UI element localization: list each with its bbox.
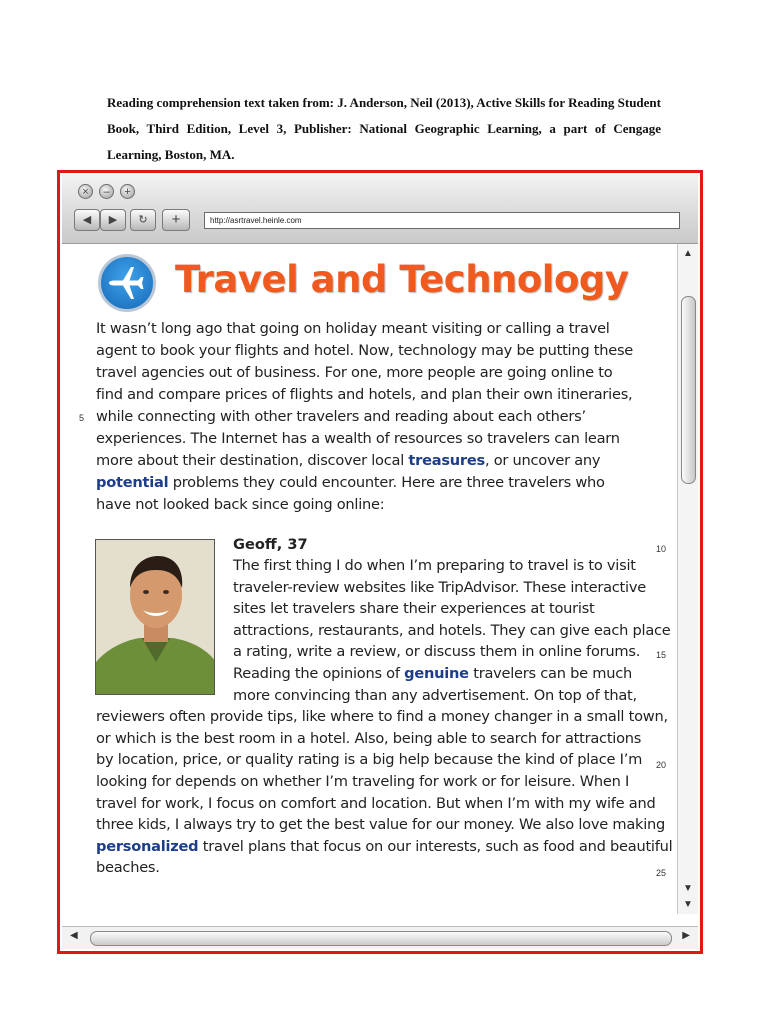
intro-line bbox=[96, 474, 605, 491]
text-run: travelers can be much bbox=[468, 665, 632, 682]
text-run: three kids, I always try to get the best value for our money. We also love making bbox=[96, 816, 666, 834]
text-run: have not looked back since going online: bbox=[96, 496, 385, 513]
body-line bbox=[233, 687, 637, 704]
citation-text: Reading comprehension text taken from: J. Anderson, Neil (2013), Active Skills for Reading Student Book, Third Edition, Level 3, Publisher: National Geographic Learning, a part of Cengage Learning, Boston, MA. bbox=[107, 95, 661, 162]
geoff-photo bbox=[95, 539, 215, 695]
text-run: more about their destination, discover local bbox=[96, 452, 409, 469]
airplane-icon bbox=[98, 254, 156, 312]
line-number: 20 bbox=[656, 760, 667, 770]
intro-line bbox=[96, 452, 600, 469]
text-run: agent to book your flights and hotel. Now, technology may be putting these bbox=[96, 342, 634, 359]
body-line bbox=[96, 795, 656, 812]
body-line bbox=[96, 751, 642, 768]
intro-line bbox=[96, 320, 610, 337]
scroll-down-icon[interactable]: ▼ bbox=[683, 883, 693, 894]
intro-line bbox=[96, 430, 620, 447]
text-run: a rating, write a review, or discuss them in online forums. bbox=[233, 643, 641, 661]
body-line bbox=[233, 665, 632, 682]
text-run: while connecting with other travelers and reading about each others’ bbox=[96, 408, 586, 425]
line-number: 25 bbox=[656, 868, 667, 878]
intro-line bbox=[96, 364, 612, 381]
body-line bbox=[96, 816, 665, 833]
keyword: genuine bbox=[404, 665, 469, 682]
text-run: travel for work, I focus on comfort and location. But when I’m with my wife and bbox=[96, 794, 656, 812]
address-bar[interactable]: http://asrtravel.heinle.com bbox=[204, 212, 680, 229]
keyword: potential bbox=[96, 474, 169, 491]
text-run: experiences. The Internet has a wealth of resources so travelers can learn bbox=[96, 430, 620, 447]
intro-line bbox=[96, 496, 384, 513]
speaker-name: Geoff, 37 bbox=[233, 536, 308, 553]
maximize-window-icon[interactable]: + bbox=[120, 184, 135, 199]
text-run: attractions, restaurants, and hotels. They can give each place bbox=[233, 621, 671, 639]
text-run: travel agencies out of business. For one, more people are going online to bbox=[96, 364, 613, 381]
text-run: , or uncover any bbox=[484, 452, 601, 469]
vertical-scrollbar[interactable] bbox=[677, 244, 698, 914]
body-line bbox=[233, 557, 636, 574]
article-title: Travel and Technology bbox=[175, 258, 629, 301]
text-run: Reading the opinions of bbox=[233, 665, 405, 682]
vertical-scroll-thumb[interactable] bbox=[681, 296, 696, 484]
text-run: by location, price, or quality rating is a big help because the kind of place I’m bbox=[96, 751, 643, 769]
text-run: The first thing I do when I’m preparing to travel is to visit bbox=[233, 557, 636, 574]
browser-toolbar bbox=[62, 175, 698, 244]
new-tab-button[interactable]: + bbox=[162, 209, 190, 231]
body-line bbox=[96, 838, 672, 855]
intro-line bbox=[96, 408, 586, 425]
text-run: or which is the best room in a hotel. Also, being able to search for attractions bbox=[96, 729, 642, 747]
scroll-down-icon[interactable]: ▼ bbox=[683, 899, 693, 910]
body-line bbox=[233, 579, 646, 596]
text-run: looking for depends on whether I’m traveling for work or for leisure. When I bbox=[96, 773, 630, 790]
scroll-up-icon[interactable]: ▲ bbox=[683, 248, 693, 259]
forward-button[interactable]: ▶ bbox=[100, 209, 126, 231]
scroll-left-icon[interactable]: ◀ bbox=[70, 930, 78, 941]
body-line bbox=[233, 600, 595, 617]
text-run: It wasn’t long ago that going on holiday meant visiting or calling a travel bbox=[96, 320, 610, 337]
text-run: sites let travelers share their experiences at tourist bbox=[233, 600, 595, 618]
horizontal-scrollbar[interactable] bbox=[62, 926, 698, 949]
text-run: travel plans that focus on our interests, such as food and beautiful bbox=[198, 837, 673, 855]
line-number: 5 bbox=[79, 413, 85, 423]
intro-line bbox=[96, 342, 633, 359]
text-run: reviewers often provide tips, like where to find a money changer in a small town, bbox=[96, 708, 668, 726]
intro-line bbox=[96, 386, 632, 403]
keyword: personalized bbox=[96, 837, 199, 855]
body-line bbox=[96, 708, 668, 725]
text-run: more convincing than any advertisement. On top of that, bbox=[233, 686, 637, 704]
text-run: problems they could encounter. Here are three travelers who bbox=[168, 474, 605, 491]
scroll-right-icon[interactable]: ▶ bbox=[682, 930, 690, 941]
text-run: find and compare prices of flights and hotels, and plan their own itineraries, bbox=[96, 386, 633, 403]
keyword: treasures bbox=[408, 452, 485, 469]
line-number: 10 bbox=[656, 544, 667, 554]
back-button[interactable]: ◀ bbox=[74, 209, 100, 231]
text-run: beaches. bbox=[96, 859, 160, 877]
line-number: 15 bbox=[656, 650, 667, 660]
body-line bbox=[96, 730, 641, 747]
close-window-icon[interactable]: × bbox=[78, 184, 93, 199]
reload-button[interactable]: ↻ bbox=[130, 209, 156, 231]
minimize-window-icon[interactable]: – bbox=[99, 184, 114, 199]
body-line bbox=[96, 773, 629, 790]
horizontal-scroll-thumb[interactable] bbox=[90, 931, 672, 946]
body-line bbox=[233, 622, 671, 639]
body-line bbox=[233, 643, 640, 660]
text-run: traveler-review websites like TripAdvisor. These interactive bbox=[233, 578, 646, 596]
body-line bbox=[96, 859, 160, 876]
